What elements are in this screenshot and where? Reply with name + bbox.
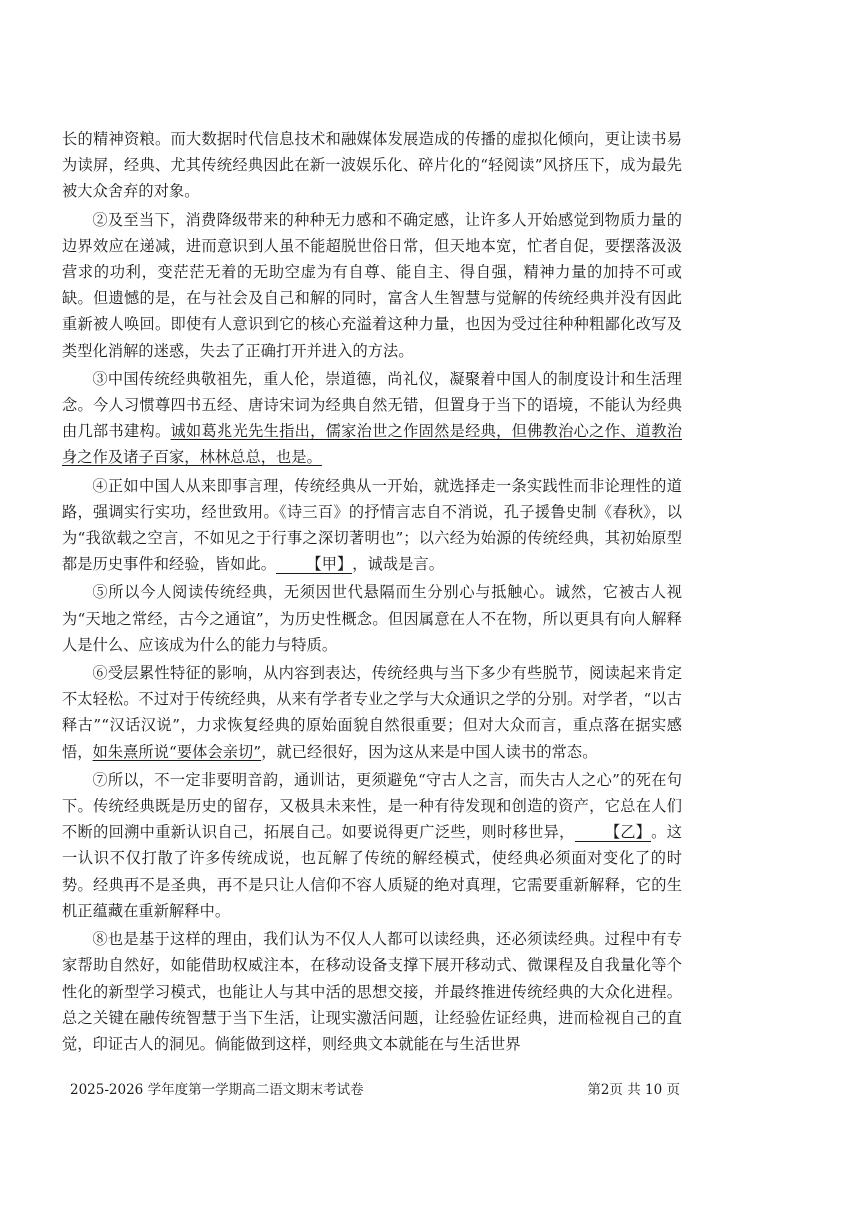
paragraph-p6 [62, 660, 682, 765]
underlined-sentence: 如朱熹所说“要体会亲切” [92, 742, 262, 761]
answer-blank: 【乙】 [575, 823, 651, 842]
paragraph-text: ②及至当下，消费降级带来的种种无力感和不确定感，让许多人开始感觉到物质力量的边界效应在递减，进而意识到人虽不能超脱世俗日常，但天地本宽，忙者自促，要摆落汲汲营求的功利，变茫茫无着的无助空虚为有自尊、能自主、得自强，精神力量的加持不可或缺。但遗憾的是，在与社会及自己和解的同时，富含人生智慧与觉解的传统经典并没有因此重新被人唤回。即使有人意识到它的核心充溢着这种力量，也因为受过往种种粗鄙化改写及类型化消解的迷惑，失去了正确打开并进入的方法。 [62, 210, 682, 360]
paragraph-text: ⑧也是基于这样的理由，我们认为不仅人人都可以读经典，还必须读经典。过程中有专家帮助自然好，如能借助权威注本，在移动设备支撑下展开移动式、微课程及自我量化等个性化的新型学习模式，也能让人与其中活的思想交接，并最终推进传统经典的大众化进程。总之关键在融传统智慧于当下生活，让现实激活问题，让经验佐证经典，进而检视自己的直觉，印证古人的洞见。倘能做到这样，则经典文本就能在与生活世界 [62, 930, 682, 1053]
exam-title-footer: 2025-2026 学年度第一学期高二语文期末考试卷 [70, 1082, 364, 1098]
paragraph-p8 [62, 926, 682, 1057]
article-body [62, 126, 682, 1059]
paragraph-text: ⑦所以，不一定非要明音韵，通训诂，更须避免“守古人之言，而失古人之心”的死在句下。传统经典既是历史的留存，又极具未来性，是一种有待发现和创造的资产，它总在人们不断的回溯中重新认识自己，拓展自己。如要说得更广泛些，则时移世异， [62, 770, 682, 842]
paragraph-text: ，诚哉是言。 [352, 555, 445, 574]
answer-blank: 【甲】 [276, 555, 352, 574]
paragraph-p5 [62, 579, 682, 658]
paragraph-p3 [62, 366, 682, 471]
paragraph-text: ③中国传统经典敬祖先，重人伦，崇道德，尚礼仪，凝聚着中国人的制度设计和生活理念。今人习惯尊四书五经、唐诗宋词为经典自然无错，但置身于当下的语境，不能认为经典由几部书建构。 [62, 369, 682, 441]
paragraph-text: ④正如中国人从来即事言理，传统经典从一开始，就选择走一条实践性而非论理性的道路，强调实行实功，经世致用。《诗三百》的抒情言志自不消说，孔子援鲁史制《春秋》，以为“我欲载之空言，不如见之于行事之深切著明也”；以六经为始源的传统经典，其初始原型都是历史事件和经验，皆如此。 [62, 476, 682, 574]
paragraph-p0 [62, 126, 682, 205]
paragraph-text: ，就已经很好，因为这从来是中国人读书的常态。 [261, 742, 598, 761]
page-number: 第2页 共 10 页 [587, 1082, 680, 1098]
paragraph-p7 [62, 767, 682, 924]
paragraph-text: ⑤所以今人阅读传统经典，无须因世代悬隔而生分别心与抵触心。诚然，它被古人视为“天地之常经，古今之通谊”，为历史性概念。但因属意在人不在物，所以更具有向人解释人是什么、应该成为什么的能力与特质。 [62, 583, 682, 654]
page-footer [70, 1078, 680, 1098]
paragraph-text: 长的精神资粮。而大数据时代信息技术和融媒体发展造成的传播的虚拟化倾向，更让读书易为读屏，经典、尤其传统经典因此在新一波娱乐化、碎片化的“轻阅读”风挤压下，成为最先被大众舍弃的对象。 [62, 130, 682, 201]
paragraph-text: 。这一认识不仅打散了许多传统成说，也瓦解了传统的解经模式，使经典必须面对变化了的时势。经典再不是圣典，再不是只让人信仰不容人质疑的绝对真理，它需要重新解释，它的生机正蕴藏在重新解释中。 [62, 823, 682, 920]
paragraph-text: ⑥受层累性特征的影响，从内容到表达，传统经典与当下多少有些脱节，阅读起来肯定不太轻松。不过对于传统经典，从来有学者专业之学与大众通识之学的分别。对学者，“以古释古”“汉话汉说”，力求恢复经典的原始面貌自然很重要；但对大众而言，重点落在据实感悟， [62, 664, 682, 761]
paragraph-p4 [62, 473, 682, 578]
paragraph-p2 [62, 207, 682, 364]
underlined-sentence: 诚如葛兆光先生指出，儒家治世之作固然是经典，但佛教治心之作、道教治身之作及诸子百家，林林总总，也是。 [62, 422, 682, 467]
